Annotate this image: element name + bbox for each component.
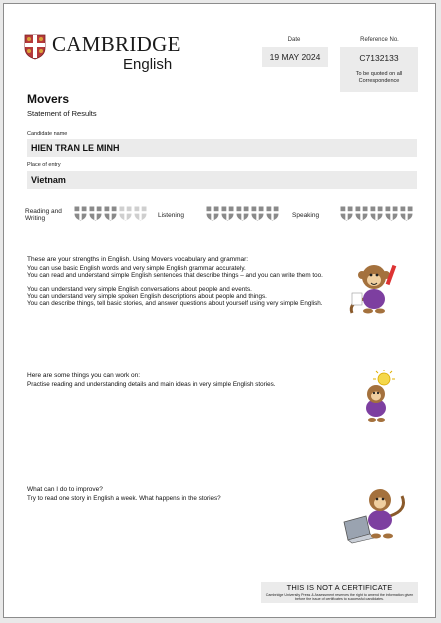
skill-label-reading-writing: Reading and Writing	[25, 208, 62, 222]
monkey-laptop-icon	[340, 486, 412, 544]
mini-shield-icon	[400, 206, 413, 221]
mini-shield-icon	[104, 206, 117, 221]
certificate-disclaimer: Cambridge University Press & Assessment reserves the right to amend the information given before the issue of certificates to successful candidates.	[265, 593, 414, 602]
improve-line: Try to read one story in English a week. What happens in the stories?	[27, 495, 221, 502]
document-subtitle: Statement of Results	[27, 109, 97, 118]
mini-shield-icon	[206, 206, 219, 221]
reference-value: C7132133	[359, 53, 399, 63]
mini-shield-icon	[134, 206, 147, 221]
mini-shield-icon	[74, 206, 87, 221]
cambridge-logo	[24, 34, 184, 76]
reference-note: To be quoted on all Correspondence	[355, 71, 403, 84]
mini-shield-icon	[236, 206, 249, 221]
mini-shield-icon	[340, 206, 353, 221]
mini-shield-icon	[221, 206, 234, 221]
candidate-name-field: HIEN TRAN LE MINH	[27, 139, 417, 157]
brand-name: CAMBRIDGE	[52, 32, 181, 56]
skill-label-listening: Listening	[158, 212, 185, 219]
strength-line: You can read and understand simple English sentences that describe things – and you can write them too.	[27, 272, 323, 279]
candidate-name-label: Candidate name	[27, 131, 68, 137]
monkey-lightbulb-icon	[354, 370, 400, 426]
date-value: 19 MAY 2024	[262, 47, 328, 67]
results-page	[3, 3, 436, 618]
mini-shield-icon	[89, 206, 102, 221]
reference-box	[340, 47, 418, 92]
strength-line: You can understand very simple spoken English descriptions about people and things.	[27, 293, 267, 300]
mini-shield-icon	[385, 206, 398, 221]
monkey-pencil-icon	[344, 259, 406, 315]
strength-line: You can understand very simple English conversations about people and events.	[27, 286, 252, 293]
skill-label-speaking: Speaking	[292, 212, 320, 219]
work-on-heading: Here are some things you can work on:	[27, 372, 141, 379]
work-on-line: Practise reading and understanding details and main ideas in very simple English stories.	[27, 381, 276, 388]
place-of-entry-label: Place of entry	[27, 162, 61, 168]
reference-label: Reference No.	[360, 37, 399, 43]
date-label: Date	[287, 37, 301, 43]
place-of-entry-field: Vietnam	[27, 171, 417, 189]
mini-shield-icon	[370, 206, 383, 221]
skill-shields-listening	[206, 206, 279, 221]
mini-shield-icon	[119, 206, 132, 221]
cambridge-shield-icon	[24, 34, 46, 60]
mini-shield-icon	[266, 206, 279, 221]
mini-shield-icon	[355, 206, 368, 221]
exam-title: Movers	[27, 92, 70, 106]
skill-shields-reading-writing	[74, 206, 147, 221]
strengths-heading: These are your strengths in English. Using Movers vocabulary and grammar:	[27, 256, 249, 263]
improve-heading: What can I do to improve?	[27, 486, 103, 493]
certificate-notice-box	[261, 582, 418, 603]
strength-line: You can use basic English words and very simple English grammar accurately.	[27, 265, 246, 272]
certificate-notice: THIS IS NOT A CERTIFICATE	[286, 583, 393, 592]
mini-shield-icon	[251, 206, 264, 221]
strength-line: You can describe things, tell basic stories, and answer questions about yourself using very simple English.	[27, 300, 323, 307]
skill-shields-speaking	[340, 206, 413, 221]
brand-subtitle: English	[123, 56, 173, 73]
